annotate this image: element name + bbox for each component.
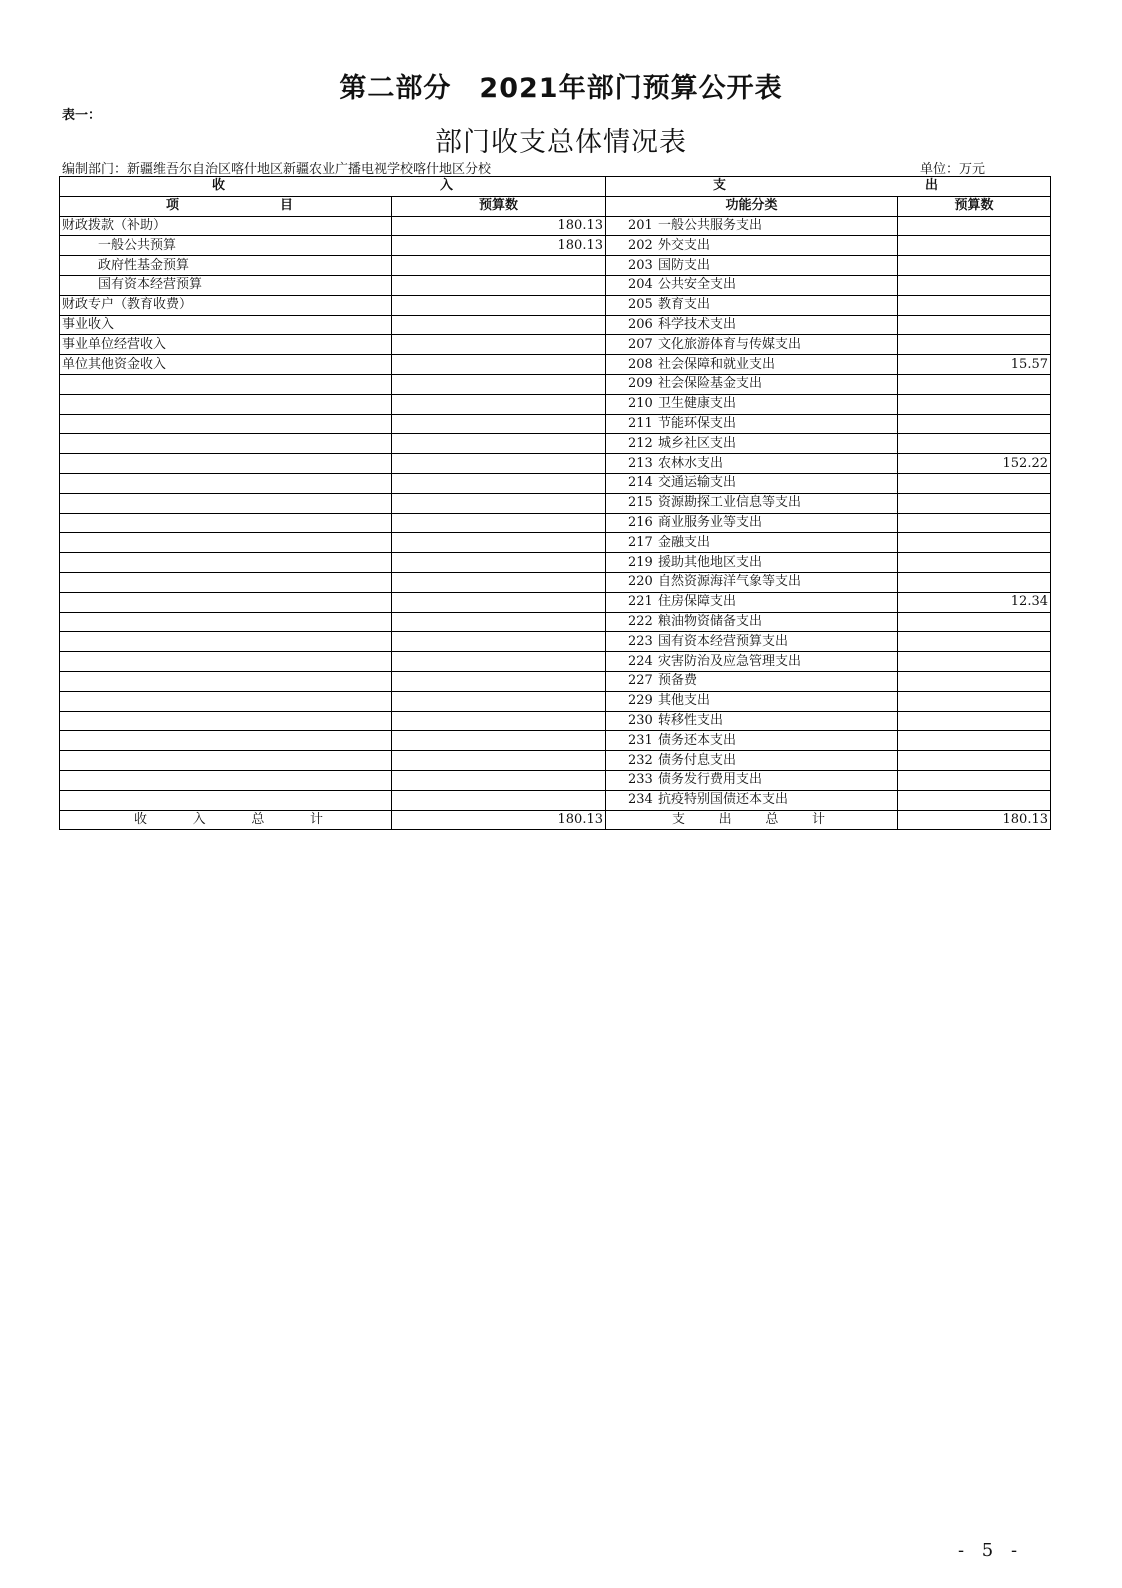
expense-amount bbox=[898, 434, 1051, 454]
table-row bbox=[60, 612, 1051, 632]
income-item bbox=[60, 434, 392, 454]
income-amount bbox=[392, 612, 606, 632]
table-row bbox=[60, 770, 1051, 790]
function-code: 222 bbox=[628, 613, 653, 629]
income-amount bbox=[392, 493, 606, 513]
function-name: 抗疫特别国债还本支出 bbox=[658, 792, 789, 808]
table-row bbox=[60, 394, 1051, 414]
expense-amount bbox=[898, 315, 1051, 335]
function-class-header: 功能分类 bbox=[606, 196, 898, 216]
function-code: 209 bbox=[628, 376, 653, 392]
income-amount bbox=[392, 256, 606, 276]
income-item bbox=[60, 711, 392, 731]
expense-amount bbox=[898, 295, 1051, 315]
function-code: 206 bbox=[628, 316, 653, 332]
expense-item bbox=[606, 275, 898, 295]
function-code: 205 bbox=[628, 297, 653, 313]
function-name: 自然资源海洋气象等支出 bbox=[658, 574, 802, 590]
function-name: 转移性支出 bbox=[658, 712, 724, 728]
header-row-2 bbox=[60, 196, 1051, 216]
income-amount bbox=[392, 295, 606, 315]
expense-amount bbox=[898, 414, 1051, 434]
expense-amount bbox=[898, 256, 1051, 276]
expense-amount bbox=[898, 790, 1051, 810]
income-amount bbox=[392, 790, 606, 810]
item-header: 项 目 bbox=[60, 196, 392, 216]
function-name: 公共安全支出 bbox=[658, 277, 737, 293]
expense-item bbox=[606, 315, 898, 335]
income-amount bbox=[392, 394, 606, 414]
function-name: 卫生健康支出 bbox=[658, 396, 737, 412]
income-item bbox=[60, 652, 392, 672]
income-item bbox=[60, 731, 392, 751]
table-title: 部门收支总体情况表 bbox=[435, 127, 687, 158]
table-row bbox=[60, 592, 1051, 612]
table-row bbox=[60, 671, 1051, 691]
table-row bbox=[60, 434, 1051, 454]
table-row bbox=[60, 691, 1051, 711]
income-item: 财政拨款（补助） bbox=[60, 216, 392, 236]
totals-row bbox=[60, 810, 1051, 830]
table-row bbox=[60, 632, 1051, 652]
expense-amount bbox=[898, 612, 1051, 632]
expense-item bbox=[606, 493, 898, 513]
expense-item bbox=[606, 572, 898, 592]
table-row bbox=[60, 790, 1051, 810]
expense-item bbox=[606, 256, 898, 276]
function-code: 207 bbox=[628, 336, 653, 352]
expense-item bbox=[606, 414, 898, 434]
expense-item bbox=[606, 533, 898, 553]
part-title: 第二部分 2021年部门预算公开表 bbox=[339, 73, 783, 104]
function-name: 一般公共服务支出 bbox=[658, 217, 763, 233]
function-code: 201 bbox=[628, 217, 653, 233]
table-row bbox=[60, 374, 1051, 394]
table-row bbox=[60, 711, 1051, 731]
income-item: 事业单位经营收入 bbox=[60, 335, 392, 355]
expense-amount bbox=[898, 533, 1051, 553]
expense-amount bbox=[898, 770, 1051, 790]
table-row bbox=[60, 315, 1051, 335]
expense-amount bbox=[898, 335, 1051, 355]
expense-item bbox=[606, 652, 898, 672]
expense-item bbox=[606, 711, 898, 731]
expense-item bbox=[606, 592, 898, 612]
income-item: 国有资本经营预算 bbox=[60, 275, 392, 295]
expense-header: 支 出 bbox=[606, 177, 1051, 197]
income-item: 政府性基金预算 bbox=[60, 256, 392, 276]
function-code: 213 bbox=[628, 455, 653, 471]
income-amount bbox=[392, 315, 606, 335]
expense-item bbox=[606, 770, 898, 790]
function-name: 社会保险基金支出 bbox=[658, 376, 763, 392]
expense-total: 180.13 bbox=[898, 810, 1051, 830]
expense-amount bbox=[898, 394, 1051, 414]
expense-item bbox=[606, 513, 898, 533]
income-amount bbox=[392, 454, 606, 474]
income-item bbox=[60, 691, 392, 711]
function-code: 221 bbox=[628, 594, 653, 610]
function-name: 债务付息支出 bbox=[658, 752, 737, 768]
table-row bbox=[60, 572, 1051, 592]
function-name: 金融支出 bbox=[658, 534, 711, 550]
function-name: 交通运输支出 bbox=[658, 475, 737, 491]
income-amount bbox=[392, 533, 606, 553]
function-name: 城乡社区支出 bbox=[658, 435, 737, 451]
table-row bbox=[60, 493, 1051, 513]
income-amount bbox=[392, 473, 606, 493]
income-amount bbox=[392, 553, 606, 573]
budget-amount-header-2: 预算数 bbox=[898, 196, 1051, 216]
function-code: 220 bbox=[628, 574, 653, 590]
income-amount bbox=[392, 770, 606, 790]
function-code: 227 bbox=[628, 673, 653, 689]
function-code: 232 bbox=[628, 752, 653, 768]
table-row bbox=[60, 236, 1051, 256]
expense-amount bbox=[898, 671, 1051, 691]
income-item bbox=[60, 612, 392, 632]
table-row bbox=[60, 295, 1051, 315]
income-item: 财政专户（教育收费） bbox=[60, 295, 392, 315]
function-code: 202 bbox=[628, 237, 653, 253]
function-name: 债务还本支出 bbox=[658, 732, 737, 748]
income-item bbox=[60, 770, 392, 790]
expense-amount bbox=[898, 632, 1051, 652]
income-item bbox=[60, 473, 392, 493]
expense-amount bbox=[898, 216, 1051, 236]
expense-amount bbox=[898, 473, 1051, 493]
income-amount bbox=[392, 592, 606, 612]
budget-amount-header: 预算数 bbox=[392, 196, 606, 216]
income-item bbox=[60, 513, 392, 533]
expense-item bbox=[606, 691, 898, 711]
function-code: 214 bbox=[628, 475, 653, 491]
income-amount bbox=[392, 374, 606, 394]
income-total: 180.13 bbox=[392, 810, 606, 830]
income-amount bbox=[392, 434, 606, 454]
expense-item bbox=[606, 434, 898, 454]
function-name: 教育支出 bbox=[658, 297, 711, 313]
expense-amount bbox=[898, 275, 1051, 295]
function-name: 债务发行费用支出 bbox=[658, 772, 763, 788]
function-code: 215 bbox=[628, 495, 653, 511]
table-row bbox=[60, 454, 1051, 474]
expense-item bbox=[606, 374, 898, 394]
expense-amount bbox=[898, 493, 1051, 513]
table-row bbox=[60, 473, 1051, 493]
table-row bbox=[60, 731, 1051, 751]
expense-item bbox=[606, 671, 898, 691]
expense-item bbox=[606, 790, 898, 810]
function-code: 223 bbox=[628, 633, 653, 649]
function-name: 粮油物资储备支出 bbox=[658, 613, 763, 629]
table-row bbox=[60, 652, 1051, 672]
expense-amount bbox=[898, 374, 1051, 394]
income-item bbox=[60, 592, 392, 612]
expense-item bbox=[606, 632, 898, 652]
expense-item bbox=[606, 731, 898, 751]
budget-table bbox=[59, 176, 1051, 830]
function-code: 203 bbox=[628, 257, 653, 273]
table-row bbox=[60, 553, 1051, 573]
income-item bbox=[60, 572, 392, 592]
income-item bbox=[60, 751, 392, 771]
function-code: 229 bbox=[628, 693, 653, 709]
expense-item bbox=[606, 394, 898, 414]
function-name: 灾害防治及应急管理支出 bbox=[658, 653, 802, 669]
income-amount bbox=[392, 414, 606, 434]
function-name: 其他支出 bbox=[658, 693, 711, 709]
function-code: 231 bbox=[628, 732, 653, 748]
expense-amount: 152.22 bbox=[898, 454, 1051, 474]
prepared-by: 编制部门：新疆维吾尔自治区喀什地区新疆农业广播电视学校喀什地区分校 bbox=[62, 162, 492, 177]
income-item: 一般公共预算 bbox=[60, 236, 392, 256]
income-amount: 180.13 bbox=[392, 216, 606, 236]
expense-item bbox=[606, 355, 898, 375]
income-item bbox=[60, 671, 392, 691]
income-item bbox=[60, 414, 392, 434]
income-item bbox=[60, 553, 392, 573]
unit-label: 单位：万元 bbox=[920, 162, 986, 177]
expense-total-label: 支 出 总 计 bbox=[606, 810, 898, 830]
expense-item bbox=[606, 553, 898, 573]
income-amount bbox=[392, 711, 606, 731]
table-row bbox=[60, 533, 1051, 553]
function-name: 外交支出 bbox=[658, 237, 711, 253]
function-code: 211 bbox=[628, 415, 653, 431]
table-row bbox=[60, 513, 1051, 533]
function-code: 212 bbox=[628, 435, 653, 451]
function-name: 资源勘探工业信息等支出 bbox=[658, 495, 802, 511]
expense-amount bbox=[898, 731, 1051, 751]
income-item bbox=[60, 632, 392, 652]
function-code: 216 bbox=[628, 514, 653, 530]
income-item: 单位其他资金收入 bbox=[60, 355, 392, 375]
expense-item bbox=[606, 612, 898, 632]
income-header: 收 入 bbox=[60, 177, 606, 197]
table-row bbox=[60, 256, 1051, 276]
income-amount: 180.13 bbox=[392, 236, 606, 256]
expense-item bbox=[606, 236, 898, 256]
function-code: 219 bbox=[628, 554, 653, 570]
expense-amount bbox=[898, 572, 1051, 592]
function-name: 国有资本经营预算支出 bbox=[658, 633, 789, 649]
income-item bbox=[60, 493, 392, 513]
function-name: 文化旅游体育与传媒支出 bbox=[658, 336, 802, 352]
function-name: 国防支出 bbox=[658, 257, 711, 273]
expense-item bbox=[606, 751, 898, 771]
function-code: 230 bbox=[628, 712, 653, 728]
table-row bbox=[60, 216, 1051, 236]
table-row bbox=[60, 355, 1051, 375]
function-code: 208 bbox=[628, 356, 653, 372]
income-item bbox=[60, 394, 392, 414]
header-row-1 bbox=[60, 177, 1051, 197]
function-code: 210 bbox=[628, 396, 653, 412]
function-name: 援助其他地区支出 bbox=[658, 554, 763, 570]
income-item: 事业收入 bbox=[60, 315, 392, 335]
table-row bbox=[60, 275, 1051, 295]
table-row bbox=[60, 335, 1051, 355]
expense-item bbox=[606, 335, 898, 355]
expense-amount: 15.57 bbox=[898, 355, 1051, 375]
income-amount bbox=[392, 691, 606, 711]
income-item bbox=[60, 790, 392, 810]
expense-amount bbox=[898, 553, 1051, 573]
income-item bbox=[60, 454, 392, 474]
income-item bbox=[60, 533, 392, 553]
income-amount bbox=[392, 513, 606, 533]
function-code: 224 bbox=[628, 653, 653, 669]
function-name: 科学技术支出 bbox=[658, 316, 737, 332]
function-name: 节能环保支出 bbox=[658, 415, 737, 431]
function-name: 社会保障和就业支出 bbox=[658, 356, 776, 372]
function-code: 217 bbox=[628, 534, 653, 550]
expense-amount bbox=[898, 652, 1051, 672]
expense-amount bbox=[898, 513, 1051, 533]
function-code: 233 bbox=[628, 772, 653, 788]
table-row bbox=[60, 414, 1051, 434]
expense-amount bbox=[898, 711, 1051, 731]
expense-item bbox=[606, 473, 898, 493]
page-number: - 5 - bbox=[958, 1540, 1024, 1561]
function-code: 234 bbox=[628, 792, 653, 808]
expense-item bbox=[606, 295, 898, 315]
income-amount bbox=[392, 751, 606, 771]
function-name: 农林水支出 bbox=[658, 455, 724, 471]
function-name: 商业服务业等支出 bbox=[658, 514, 763, 530]
expense-item bbox=[606, 454, 898, 474]
expense-amount: 12.34 bbox=[898, 592, 1051, 612]
function-name: 预备费 bbox=[658, 673, 698, 689]
function-code: 204 bbox=[628, 277, 653, 293]
expense-amount bbox=[898, 691, 1051, 711]
income-item bbox=[60, 374, 392, 394]
income-amount bbox=[392, 355, 606, 375]
income-amount bbox=[392, 275, 606, 295]
income-total-label: 收 入 总 计 bbox=[60, 810, 392, 830]
expense-item bbox=[606, 216, 898, 236]
table-number: 表一： bbox=[62, 108, 102, 123]
income-amount bbox=[392, 335, 606, 355]
income-amount bbox=[392, 572, 606, 592]
function-name: 住房保障支出 bbox=[658, 594, 737, 610]
table-row bbox=[60, 751, 1051, 771]
expense-amount bbox=[898, 236, 1051, 256]
income-amount bbox=[392, 632, 606, 652]
expense-amount bbox=[898, 751, 1051, 771]
income-amount bbox=[392, 652, 606, 672]
income-amount bbox=[392, 731, 606, 751]
income-amount bbox=[392, 671, 606, 691]
